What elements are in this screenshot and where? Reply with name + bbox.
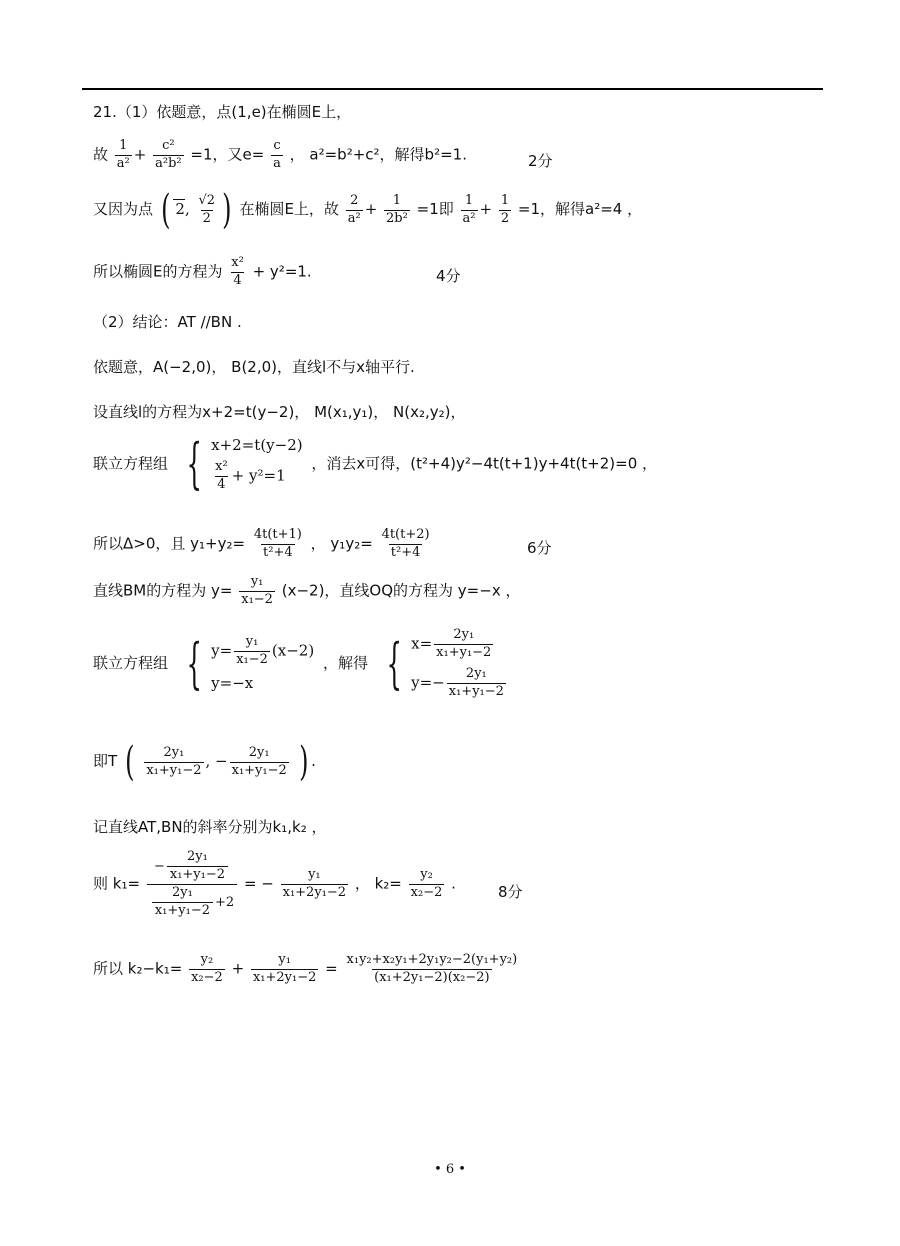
system-row: y=−x <box>211 674 254 693</box>
text: (x−2)，直线OQ的方程为 y=−x ， <box>281 581 521 600</box>
fraction <box>345 953 520 986</box>
text: 直线BM的方程为 y= <box>93 581 233 600</box>
text: x= <box>411 634 433 653</box>
equation-system <box>177 432 303 496</box>
denominator: 4 <box>217 476 226 492</box>
text: 所以 k₂−k₁= <box>93 959 183 978</box>
numerator: y₂ <box>200 952 214 967</box>
paren-right: ) <box>298 739 309 785</box>
numerator: 2y₁ <box>171 884 193 900</box>
text: , − <box>205 752 228 770</box>
text: 又因为点 <box>93 200 154 218</box>
fraction <box>167 850 228 883</box>
solution-line-6 <box>93 356 415 377</box>
numerator: y₁ <box>245 634 259 650</box>
text: 21.（1）依题意，点(1,e)在椭圆E上， <box>93 103 352 121</box>
fraction <box>229 256 246 289</box>
denominator: x₁+y₁−2 <box>231 762 287 778</box>
fraction <box>234 635 270 668</box>
system-rows <box>211 635 314 692</box>
numerator: y₁ <box>308 866 321 882</box>
denominator: t²+4 <box>390 544 421 560</box>
fraction <box>251 953 318 986</box>
fraction <box>409 868 445 901</box>
numerator: 1 <box>119 138 128 153</box>
denominator: x₂−2 <box>191 969 223 985</box>
denominator: a²b² <box>155 155 182 171</box>
denominator: a <box>273 155 281 171</box>
score-mark: 4分 <box>436 267 461 285</box>
text: 在椭圆E上，故 <box>239 200 339 218</box>
text: 依题意，A(−2,0)， B(2,0)，直线l不与x轴平行. <box>93 358 415 376</box>
score-mark: 6分 <box>527 539 552 557</box>
text: 联立方程组 <box>93 454 169 473</box>
numerator: y₂ <box>420 866 433 882</box>
minus-sign: − <box>153 858 165 874</box>
numerator <box>151 850 233 884</box>
page-number: • 6 • <box>434 1162 466 1177</box>
denominator: 2b² <box>386 210 408 226</box>
solution-line-10 <box>93 575 520 608</box>
denominator: 2 <box>202 210 211 226</box>
system-row <box>411 628 508 661</box>
text: y= <box>211 641 233 660</box>
text: 所以椭圆E的方程为 <box>93 262 223 281</box>
numerator: c <box>273 138 281 153</box>
solution-line-1 <box>93 101 351 122</box>
system-rows <box>211 436 302 493</box>
paren-left: ( <box>160 187 171 233</box>
system-row <box>211 460 302 493</box>
system-rows <box>411 628 508 700</box>
fraction <box>461 194 478 227</box>
solution-line-9 <box>93 528 434 561</box>
numerator: 4t(t+1) <box>253 527 302 542</box>
brace: { <box>186 432 202 496</box>
solution-line-12: 即T ( $\frac{\text{2y₁}}{\text{x₁+y₁−2}}$ , − $\frac{\text{2y₁}}{\text{x₁+y₁−2}}$ ) . <box>93 739 316 785</box>
brace: { <box>186 631 202 695</box>
brace: { <box>386 631 402 695</box>
solution-line-15 <box>93 953 521 986</box>
denominator: 4 <box>233 272 242 288</box>
text: ， y₁y₂= <box>310 534 373 553</box>
text: 则 k₁= <box>93 874 141 893</box>
solution-line-7 <box>93 401 466 422</box>
fraction <box>153 139 184 172</box>
denominator: x₁+y₁−2 <box>152 902 213 919</box>
text: + <box>231 959 245 978</box>
text: =1即 <box>416 200 454 218</box>
text: =1，又e= <box>190 145 265 164</box>
numerator: x₁y₂+x₂y₁+2y₁y₂−2(y₁+y₂) <box>346 952 518 967</box>
fraction <box>281 868 348 901</box>
solution-line-8 <box>93 432 658 496</box>
paren-right: ) <box>222 187 232 233</box>
denominator: (x₁+2y₁−2)(x₂−2) <box>374 969 490 985</box>
fraction <box>447 667 506 700</box>
numerator: y₁ <box>250 574 264 589</box>
numerator: 2y₁ <box>187 849 208 864</box>
system-row: x+2=t(y−2) <box>211 436 303 454</box>
denominator: t²+4 <box>263 544 293 560</box>
text: . <box>451 874 456 893</box>
score-mark: 2分 <box>528 152 553 170</box>
system-row <box>411 667 508 700</box>
text: y=− <box>411 673 445 692</box>
denominator: x₁+2y₁−2 <box>252 969 317 985</box>
text: +2 <box>214 894 235 910</box>
fraction <box>384 194 410 227</box>
compound-fraction <box>147 850 237 919</box>
numerator: √2 <box>198 192 216 208</box>
text: ， k₂= <box>354 874 402 893</box>
system-row <box>211 635 314 668</box>
fraction <box>152 886 213 919</box>
text: 记直线AT,BN的斜率分别为k₁,k₂ ， <box>93 818 327 836</box>
text: 故 <box>93 145 109 164</box>
fraction <box>197 194 218 227</box>
denominator: x₂−2 <box>410 884 443 900</box>
numerator: 1 <box>464 192 474 208</box>
paren-left: ( <box>125 739 135 785</box>
numerator: c² <box>162 138 175 153</box>
fraction <box>144 746 203 779</box>
text: 联立方程组 <box>93 653 169 672</box>
text: ，解得 <box>322 653 368 672</box>
text: 所以Δ>0，且 y₁+y₂= <box>93 534 246 553</box>
numerator: 2y₁ <box>465 665 487 681</box>
solution-line-3: 又因为点 ( 2, $\frac{√2}{2}$ ) 在椭圆E上，故 $\frac{2}{\text{a²}}$ + $\frac{1}{\text{2b²}}$ =1即 $\frac{1}{\text{a²}}$ + $\frac{1}{2}$ =1，解得a²=4 ， <box>93 187 643 233</box>
text: ， a²=b²+c²，解得b²=1. <box>289 145 467 164</box>
fraction <box>115 139 132 172</box>
text: + y²=1. <box>252 262 312 281</box>
denominator: a² <box>116 155 130 171</box>
fraction <box>271 139 283 172</box>
fraction <box>346 194 363 227</box>
numerator: x² <box>215 459 228 474</box>
text: + y²=1 <box>231 466 286 485</box>
solution-line-14 <box>93 850 456 919</box>
denominator: x₁+2y₁−2 <box>282 884 347 900</box>
solution-line-13 <box>93 816 326 837</box>
sqrt: 2 <box>175 200 185 218</box>
text: 设直线l的方程为x+2=t(y−2)， M(x₁,y₁)， N(x₂,y₂)， <box>93 403 466 421</box>
numerator: 2y₁ <box>248 744 270 760</box>
header-rule <box>82 88 823 90</box>
fraction <box>189 953 225 986</box>
denominator: x₁+y₁−2 <box>146 762 202 778</box>
fraction <box>239 575 275 608</box>
equation-system <box>177 631 315 695</box>
denominator: x₁−2 <box>241 591 273 607</box>
text: ，消去x可得，(t²+4)y²−4t(t+1)y+4t(t+2)=0 ， <box>311 454 658 473</box>
equation-system <box>377 628 508 700</box>
score-mark: 8分 <box>498 883 523 901</box>
fraction <box>434 628 493 661</box>
denominator: a² <box>462 210 476 226</box>
text: = <box>325 959 338 978</box>
solution-line-4 <box>93 256 312 289</box>
text: =1，解得a²=4 ， <box>517 200 643 218</box>
solution-line-5 <box>93 311 242 332</box>
text: （2）结论：AT //BN . <box>93 313 242 331</box>
denominator: a² <box>347 210 361 226</box>
fraction <box>252 528 304 561</box>
fraction <box>380 528 432 561</box>
numerator: 2 <box>350 192 359 208</box>
fraction <box>213 460 230 493</box>
numerator: 4t(t+2) <box>381 527 430 542</box>
denominator: x₁+y₁−2 <box>436 644 492 660</box>
fraction <box>499 194 511 227</box>
denominator: x₁+y₁−2 <box>448 683 504 699</box>
numerator: 1 <box>500 192 510 208</box>
fraction <box>230 746 289 779</box>
denominator <box>147 884 237 919</box>
denominator: x₁+y₁−2 <box>167 866 228 883</box>
text: 即T <box>93 752 118 770</box>
text: (x−2) <box>271 641 315 660</box>
denominator: 2 <box>500 210 510 226</box>
numerator: 2y₁ <box>163 744 185 760</box>
numerator: 1 <box>392 192 402 208</box>
denominator: x₁−2 <box>236 652 268 668</box>
text: = − <box>243 874 274 893</box>
numerator: y₁ <box>278 952 291 967</box>
numerator: x² <box>231 255 244 270</box>
numerator: 2y₁ <box>453 627 475 642</box>
solution-line-11 <box>93 628 512 700</box>
solution-line-2: 故 $\frac{1}{\text{a²}}$ + $\frac{\text{c²}}{\text{a²b²}}$ =1，又e= $\frac{c}{a}$ ， a²=b²+c²，解得b²=1. <box>93 138 467 171</box>
